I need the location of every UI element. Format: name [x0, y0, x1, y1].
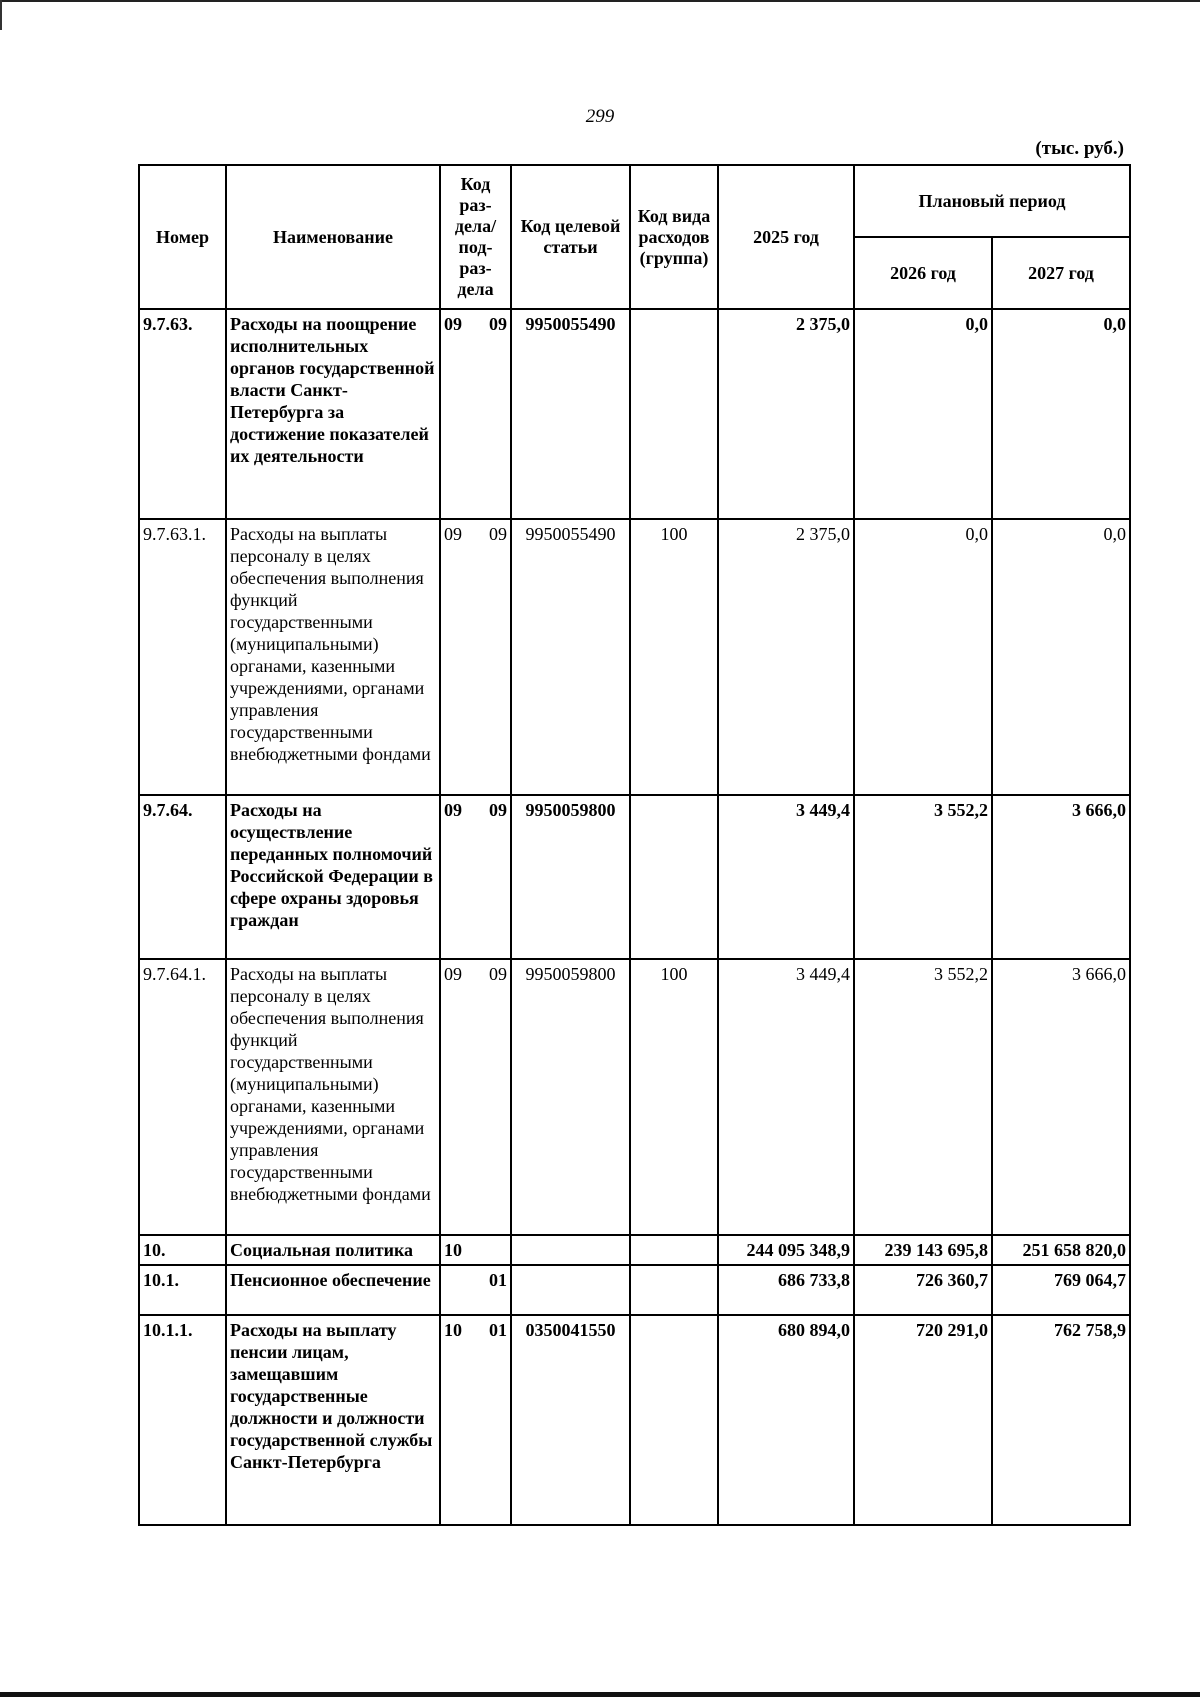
row-name: Расходы на осуществление переданных полномочий Российской Федерации в сфере охраны здоровья граждан — [226, 795, 440, 959]
header-number: Номер — [139, 165, 226, 309]
scan-edge-bottom — [0, 1692, 1200, 1697]
row-razdel: 09 — [444, 800, 462, 820]
row-kod-celevoy: 9950055490 — [511, 309, 630, 519]
row-number: 9.7.64. — [139, 795, 226, 959]
row-kod-celevoy: 9950059800 — [511, 959, 630, 1235]
row-kod-razdela — [440, 1265, 511, 1315]
header-name: Наименование — [226, 165, 440, 309]
header-planned-period: Плановый период — [854, 165, 1130, 237]
row-kod-razdela — [440, 795, 511, 959]
table-row — [139, 1315, 1130, 1525]
row-kod-celevoy: 9950059800 — [511, 795, 630, 959]
row-value-2026: 3 552,2 — [854, 795, 992, 959]
row-name: Расходы на выплату пенсии лицам, замещавшим государственные должности и должности государственной службы Санкт-Петербурга — [226, 1315, 440, 1525]
row-razdel: 09 — [444, 314, 462, 334]
header-kod-celevoy: Код целевой статьи — [511, 165, 630, 309]
table-body — [139, 309, 1130, 1525]
row-podrazdel: 09 — [489, 314, 507, 334]
table-row — [139, 959, 1130, 1235]
row-kod-celevoy: 0350041550 — [511, 1315, 630, 1525]
row-number: 9.7.63.1. — [139, 519, 226, 795]
row-value-2027: 762 758,9 — [992, 1315, 1130, 1525]
row-kod-vida: 100 — [630, 959, 718, 1235]
header-kod-vida: Код вида расходов (группа) — [630, 165, 718, 309]
page-number: 299 — [585, 106, 615, 127]
row-value-2025: 244 095 348,9 — [718, 1235, 854, 1265]
header-2026: 2026 год — [854, 237, 992, 309]
row-razdel: 09 — [444, 524, 462, 544]
row-razdel: 10 — [444, 1320, 462, 1340]
row-number: 10.1. — [139, 1265, 226, 1315]
row-value-2027: 769 064,7 — [992, 1265, 1130, 1315]
table-row — [139, 795, 1130, 959]
row-value-2026: 239 143 695,8 — [854, 1235, 992, 1265]
table-row — [139, 519, 1130, 795]
units-label: (тыс. руб.) — [1035, 138, 1124, 159]
row-name: Расходы на выплаты персоналу в целях обеспечения выполнения функций государственными (муниципальными) органами, казенными учреждениями, органами управления государственными внебюджетными фондами — [226, 959, 440, 1235]
row-kod-razdela — [440, 519, 511, 795]
row-value-2027: 3 666,0 — [992, 795, 1130, 959]
row-value-2026: 3 552,2 — [854, 959, 992, 1235]
header-kod-razdela: Код раз-дела/ под-раз-дела — [440, 165, 511, 309]
row-razdel: 10 — [444, 1240, 462, 1260]
row-value-2026: 720 291,0 — [854, 1315, 992, 1525]
row-kod-razdela — [440, 1315, 511, 1525]
row-value-2026: 0,0 — [854, 519, 992, 795]
row-kod-celevoy — [511, 1235, 630, 1265]
row-value-2027: 3 666,0 — [992, 959, 1130, 1235]
row-podrazdel: 01 — [489, 1320, 507, 1340]
row-name: Расходы на поощрение исполнительных органов государственной власти Санкт-Петербурга за достижение показателей их деятельности — [226, 309, 440, 519]
row-podrazdel: 09 — [489, 800, 507, 820]
row-value-2027: 251 658 820,0 — [992, 1235, 1130, 1265]
row-podrazdel: 09 — [489, 524, 507, 544]
row-kod-vida — [630, 795, 718, 959]
row-value-2025: 2 375,0 — [718, 519, 854, 795]
row-razdel: 09 — [444, 964, 462, 984]
row-value-2025: 2 375,0 — [718, 309, 854, 519]
row-value-2025: 680 894,0 — [718, 1315, 854, 1525]
row-value-2026: 726 360,7 — [854, 1265, 992, 1315]
row-kod-vida — [630, 309, 718, 519]
row-kod-vida — [630, 1235, 718, 1265]
row-value-2026: 0,0 — [854, 309, 992, 519]
row-podrazdel: 09 — [489, 964, 507, 984]
row-number: 10.1.1. — [139, 1315, 226, 1525]
table-row — [139, 1235, 1130, 1265]
scan-edge-left — [0, 0, 2, 30]
table-row — [139, 1265, 1130, 1315]
row-name: Пенсионное обеспечение — [226, 1265, 440, 1315]
row-value-2025: 686 733,8 — [718, 1265, 854, 1315]
row-name: Социальная политика — [226, 1235, 440, 1265]
row-kod-razdela — [440, 309, 511, 519]
row-kod-razdela — [440, 1235, 511, 1265]
row-value-2027: 0,0 — [992, 519, 1130, 795]
table-row — [139, 309, 1130, 519]
row-podrazdel: 01 — [489, 1270, 507, 1290]
scan-edge-top — [0, 0, 1200, 2]
row-number: 9.7.64.1. — [139, 959, 226, 1235]
budget-table — [138, 164, 1131, 1526]
row-value-2025: 3 449,4 — [718, 959, 854, 1235]
row-value-2025: 3 449,4 — [718, 795, 854, 959]
header-2025: 2025 год — [718, 165, 854, 309]
row-kod-vida — [630, 1265, 718, 1315]
row-kod-razdela — [440, 959, 511, 1235]
row-value-2027: 0,0 — [992, 309, 1130, 519]
row-number: 9.7.63. — [139, 309, 226, 519]
row-number: 10. — [139, 1235, 226, 1265]
header-2027: 2027 год — [992, 237, 1130, 309]
row-kod-vida — [630, 1315, 718, 1525]
row-kod-celevoy — [511, 1265, 630, 1315]
row-kod-celevoy: 9950055490 — [511, 519, 630, 795]
row-kod-vida: 100 — [630, 519, 718, 795]
row-name: Расходы на выплаты персоналу в целях обеспечения выполнения функций государственными (муниципальными) органами, казенными учреждениями, органами управления государственными внебюджетными фондами — [226, 519, 440, 795]
